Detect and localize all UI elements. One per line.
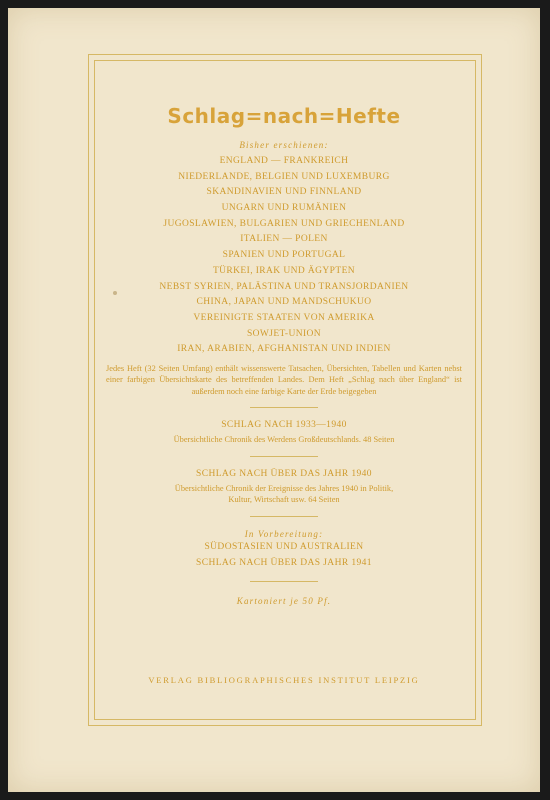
- list-item: IRAN, ARABIEN, AFGHANISTAN UND INDIEN: [177, 344, 391, 355]
- series-title: Schlag=nach=Hefte: [167, 104, 401, 128]
- chronicle-description: Übersichtliche Chronik des Werdens Großdeutschlands. 48 Seiten: [173, 435, 395, 445]
- list-item: SOWJET-UNION: [246, 328, 322, 339]
- year-1940-title: SCHLAG NACH ÜBER DAS JAHR 1940: [196, 468, 372, 479]
- published-list: [100, 154, 468, 358]
- list-item: UNGARN UND RUMÄNIEN: [221, 203, 347, 214]
- list-item: ENGLAND — FRANKREICH: [219, 156, 349, 166]
- price-note: Kartoniert je 50 Pf.: [236, 595, 332, 606]
- list-item: VEREINIGTE STAATEN VON AMERIKA: [193, 312, 375, 323]
- list-item: NIEDERLANDE, BELGIEN UND LUXEMBURG: [178, 171, 390, 182]
- year-1940-description: [100, 483, 468, 506]
- list-item: SPANIEN UND PORTUGAL: [222, 250, 346, 261]
- list-item: JUGOSLAWIEN, BULGARIEN UND GRIECHENLAND: [163, 218, 405, 229]
- list-item: SKANDINAVIEN UND FINNLAND: [206, 187, 362, 198]
- description-line: Kultur, Wirtschaft usw. 64 Seiten: [228, 495, 340, 505]
- description-line: Übersichtliche Chronik der Ereignisse des Jahres 1940 in Politik,: [174, 483, 394, 493]
- list-item: TÜRKEI, IRAK UND ÄGYPTEN: [212, 265, 356, 276]
- divider: [250, 407, 318, 408]
- publisher-line: VERLAG BIBLIOGRAPHISCHES INSTITUT LEIPZIG: [148, 675, 420, 685]
- cover-content: [100, 60, 468, 606]
- chronicle-title: SCHLAG NACH 1933—1940: [221, 420, 347, 431]
- list-item: SÜDOSTASIEN UND AUSTRALIEN: [204, 541, 364, 552]
- preparation-list: [100, 539, 468, 571]
- preparation-heading: In Vorbereitung:: [244, 528, 324, 539]
- divider: [250, 456, 318, 457]
- series-description: Jedes Heft (32 Seiten Umfang) enthält wissenswerte Tatsachen, Übersichten, Tabellen und Karten nebst einer farbigen Übersichtskarte des betreffenden Landes. Dem Heft „Schlag nach über England“ ist außerdem noch eine farbige Karte der Erde beigegeben: [106, 363, 462, 396]
- list-item: ITALIEN — POLEN: [240, 234, 328, 245]
- published-heading: Bisher erschienen:: [239, 140, 329, 150]
- list-item: CHINA, JAPAN UND MANDSCHUKUO: [196, 297, 372, 308]
- divider: [250, 516, 318, 517]
- list-item: SCHLAG NACH ÜBER DAS JAHR 1941: [196, 557, 372, 568]
- list-item: NEBST SYRIEN, PALÄSTINA UND TRANSJORDANIEN: [159, 281, 409, 292]
- divider: [250, 581, 318, 582]
